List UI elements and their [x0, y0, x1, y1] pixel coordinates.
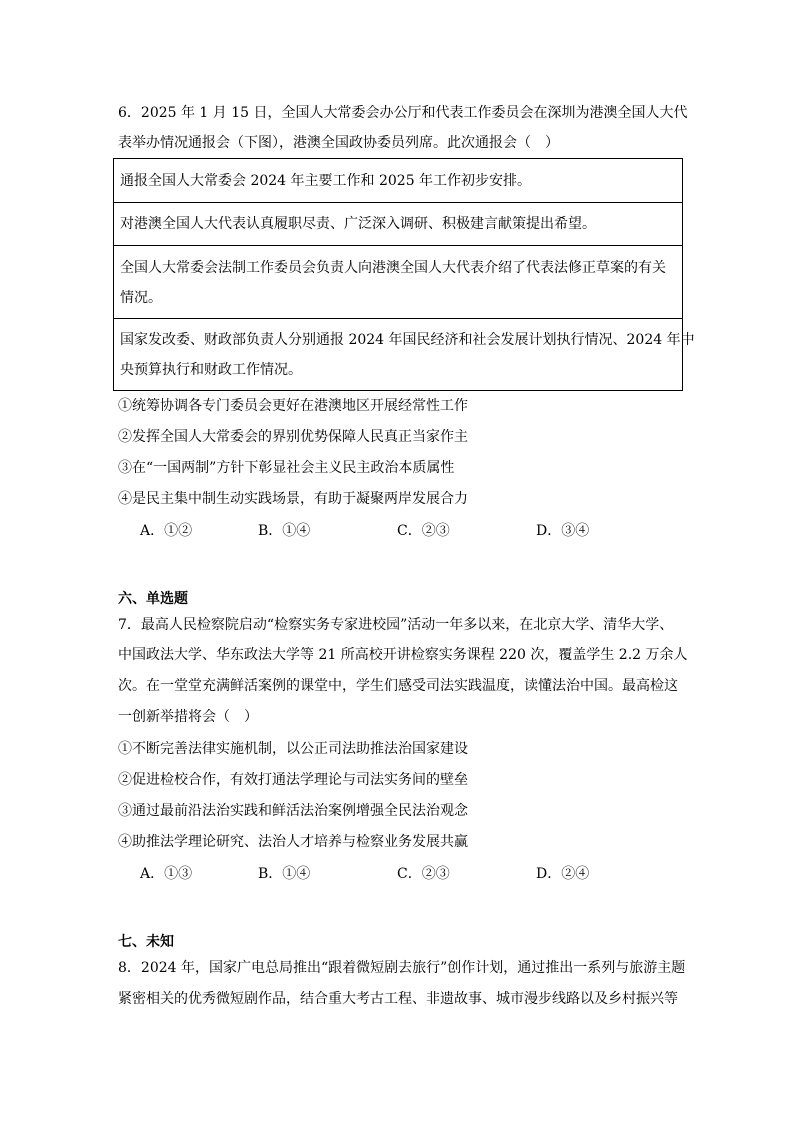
table-row [114, 202, 682, 245]
q7-stem-line-3: 次。在一堂堂充满鲜活案例的课堂中，学生们感受司法实践温度，读懂法治中国。最高检这 [118, 678, 678, 694]
table-cell-text: 国家发改委、财政部负责人分别通报 2024 年国民经济和社会发展计划执行情况、2024 年中 [120, 332, 695, 348]
table-cell-text: 情况。 [120, 290, 162, 306]
table-row [114, 245, 682, 318]
q6-stem-line-2: 表举办情况通报会（下图），港澳全国政协委员列席。此次通报会（ ） [118, 135, 559, 151]
table-cell-text: 央预算执行和财政工作情况。 [120, 362, 302, 378]
q8-stem-line-2: 紧密相关的优秀微短剧作品，结合重大考古工程、非遗故事、城市漫步线路以及乡村振兴等 [118, 991, 678, 1007]
q6-item-3: ③在“一国两制”方针下彰显社会主义民主政治本质属性 [118, 460, 455, 476]
q7-option-c: C．②③ [397, 866, 450, 882]
table-cell-text: 全国人大常委会法制工作委员会负责人向港澳全国人大代表介绍了代表法修正草案的有关 [120, 260, 666, 276]
q6-item-4: ④是民主集中制生动实践场景，有助于凝聚两岸发展合力 [118, 491, 468, 507]
q7-stem-line-4: 一创新举措将会（ ） [118, 709, 258, 725]
q7-option-a: A．①③ [140, 866, 193, 882]
q6-material-table [113, 158, 695, 391]
table-row [114, 318, 695, 390]
q6-option-c: C．②③ [397, 523, 450, 539]
q7-item-3: ③通过最前沿法治实践和鲜活法治案例增强全民法治观念 [118, 803, 468, 819]
q6-stem-line-1: 6．2025 年 1 月 15 日，全国人大常委会办公厅和代表工作委员会在深圳为港澳全国人大代 [118, 105, 688, 121]
q6-option-b: B．①④ [258, 523, 311, 539]
q7-stem-line-1: 7．最高人民检察院启动“检察实务专家进校园”活动一年多以来，在北京大学、清华大学、 [118, 617, 674, 633]
q7-stem-line-2: 中国政法大学、华东政法大学等 21 所高校开讲检察实务课程 220 次，覆盖学生 2.2 万余人 [118, 647, 688, 663]
q6-item-1: ①统筹协调各专门委员会更好在港澳地区开展经常性工作 [118, 398, 468, 414]
table-cell-text: 通报全国人大常委会 2024 年主要工作和 2025 年工作初步安排。 [120, 173, 532, 189]
section-heading-7: 七、未知 [118, 934, 174, 950]
q6-option-a: A．①② [140, 523, 193, 539]
q7-item-4: ④助推法学理论研究、法治人才培养与检察业务发展共赢 [118, 834, 468, 850]
q6-item-2: ②发挥全国人大常委会的界别优势保障人民真正当家作主 [118, 429, 468, 445]
section-heading-6: 六、单选题 [118, 591, 188, 607]
q8-stem-line-1: 8．2024 年，国家广电总局推出“跟着微短剧去旅行”创作计划，通过推出一系列与旅游主题 [118, 960, 686, 976]
q7-option-d: D．②④ [536, 866, 590, 882]
q6-option-d: D．③④ [536, 523, 590, 539]
q7-item-1: ①不断完善法律实施机制，以公正司法助推法治国家建设 [118, 741, 468, 757]
table-cell-text: 对港澳全国人大代表认真履职尽责、广泛深入调研、积极建言献策提出希望。 [120, 216, 596, 232]
q7-option-b: B．①④ [258, 866, 311, 882]
q7-item-2: ②促进检校合作，有效打通法学理论与司法实务间的壁垒 [118, 772, 468, 788]
table-row [114, 159, 682, 202]
